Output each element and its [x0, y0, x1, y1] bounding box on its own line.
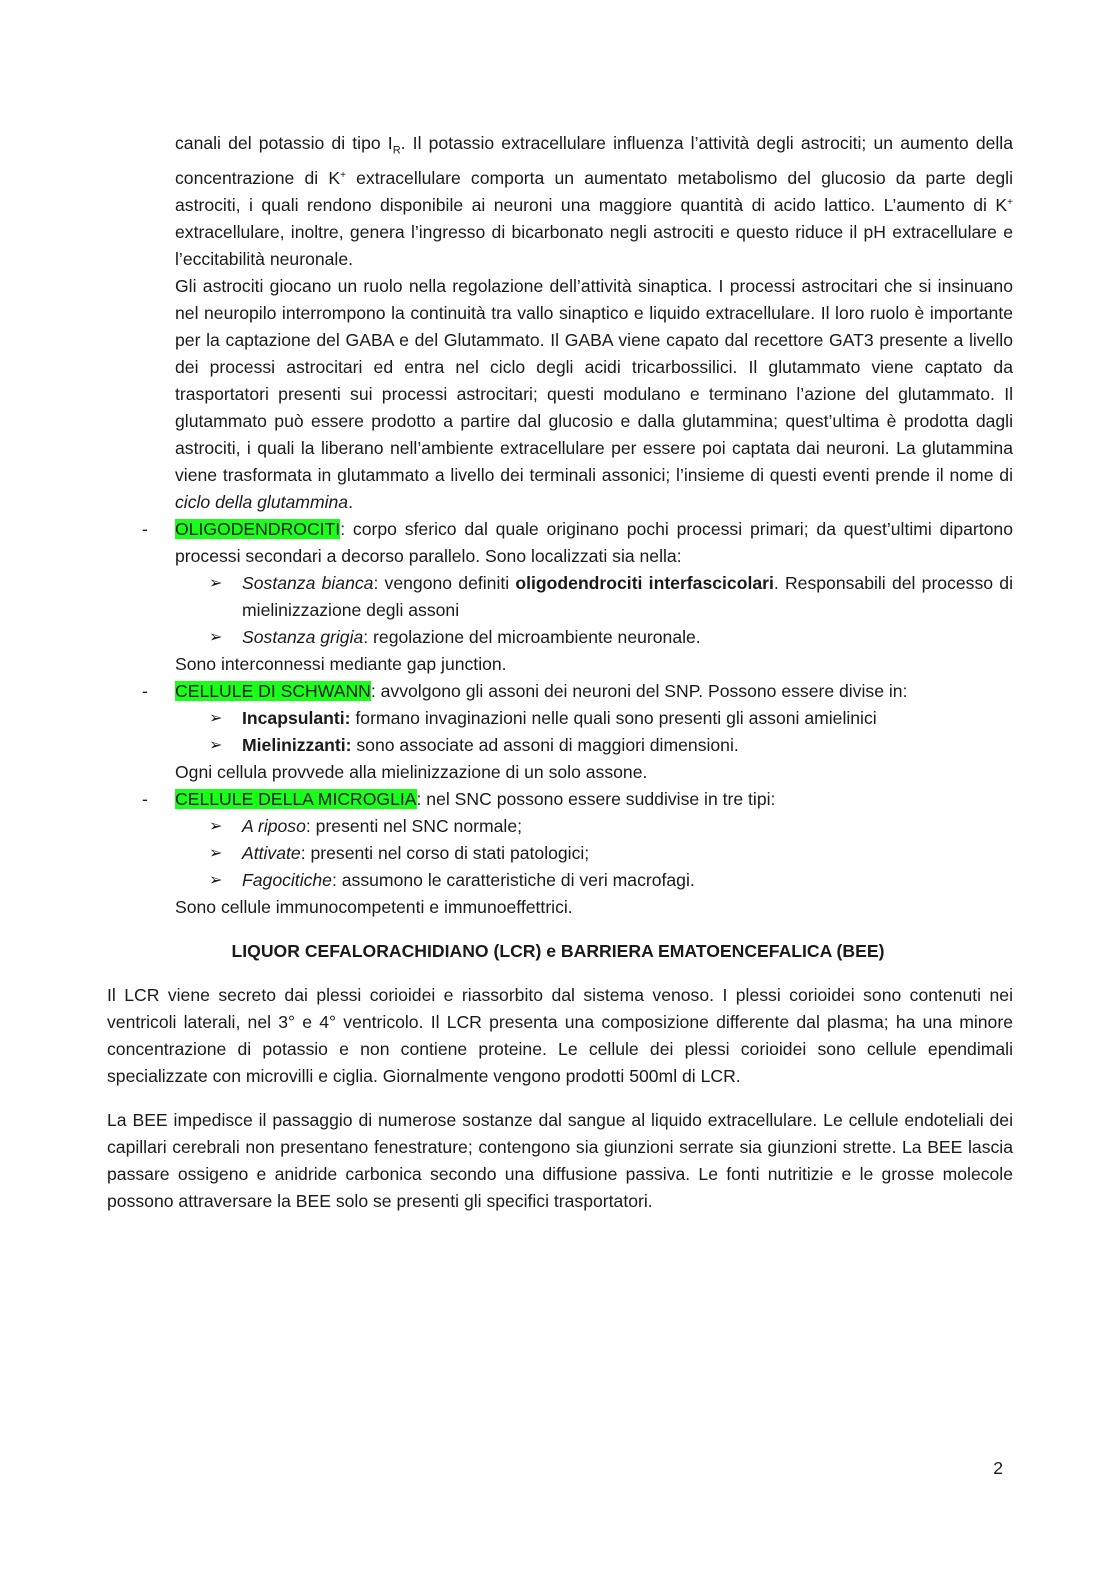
highlighted-title: OLIGODENDROCITI — [175, 518, 341, 539]
text-span: : presenti nel corso di stati patologici; — [300, 842, 590, 863]
bold-term: Incapsulanti: — [242, 707, 351, 728]
italic-term: Sostanza bianca — [242, 572, 374, 593]
text-span: extracellulare, inoltre, genera l’ingresso di bicarbonato negli astrociti e questo riduce il pH extracellulare e l’eccitabilità neuronale. — [175, 221, 1013, 269]
text-span: . Responsabili del processo di mielinizzazione degli assoni — [242, 572, 1013, 620]
text-span: : presenti nel SNC normale; — [305, 815, 522, 836]
text-span: : regolazione del microambiente neuronale. — [363, 626, 701, 647]
italic-term: Fagocitiche — [242, 869, 332, 890]
text-span: formano invaginazioni nelle quali sono presenti gli assoni amielinici — [350, 707, 877, 728]
synaptic-paragraph — [175, 273, 1013, 516]
sub-item-text — [242, 705, 1013, 732]
sub-item — [209, 705, 1013, 732]
sub-item-text — [242, 732, 1013, 759]
sub-item-text — [242, 867, 1013, 894]
arrow-bullet-icon: ➢ — [209, 736, 223, 754]
bold-term: oligodendrociti interfascicolari — [515, 572, 774, 593]
text-span: : corpo sferico dal quale originano pochi processi primari; da quest’ultimi dipartono processi secondari a decorso parallelo. Sono localizzati sia nella: — [175, 518, 1013, 566]
schwann-text — [175, 678, 1013, 705]
sub-item-text — [242, 624, 1013, 651]
superscript: + — [340, 169, 346, 181]
lcr-paragraph: Il LCR viene secreto dai plessi corioidei e riassorbito dal sistema venoso. I plessi corioidei sono contenuti nei ventricoli laterali, nel 3° e 4° ventricolo. Il LCR presenta una composizione differente dal plasma; ha una minore concentrazione di potassio e non contiene proteine. Le cellule dei plessi corioidei sono cellule ependimali specializzate con microvilli e ciglia. Giornalmente vengono prodotti 500ml di LCR. — [107, 984, 1013, 1086]
text-span: . — [348, 491, 353, 512]
text-span: sono associate ad assoni di maggiori dimensioni. — [351, 734, 739, 755]
astrocytes-continuation — [175, 130, 1013, 516]
italic-term: Sostanza grigia — [242, 626, 364, 647]
dash-marker: - — [142, 788, 148, 809]
highlighted-title: CELLULE DELLA MICROGLIA — [175, 788, 417, 809]
dash-marker: - — [142, 680, 148, 701]
arrow-bullet-icon: ➢ — [209, 817, 223, 835]
potassium-paragraph — [175, 130, 1013, 273]
sub-item — [209, 570, 1013, 624]
microglia-text — [175, 786, 1013, 813]
page-number: 2 — [993, 1458, 1003, 1478]
superscript: + — [1007, 196, 1013, 208]
text-span: extracellulare comporta un aumentato metabolismo del glucosio da parte degli astrociti, i quali rendono disponibile ai neuroni una maggiore quantità di acido lattico. L’aumento di K — [175, 167, 1013, 215]
text-span: : nel SNC possono essere suddivise in tre tipi: — [416, 788, 776, 809]
italic-term: Attivate — [242, 842, 301, 863]
highlighted-title: CELLULE DI SCHWANN — [175, 680, 371, 701]
text-span: . Il potassio extracellulare influenza l’attività degli astrociti; un aumento della concentrazione di K — [175, 133, 1013, 188]
arrow-bullet-icon: ➢ — [209, 709, 223, 727]
text-span: : assumono le caratteristiche di veri macrofagi. — [331, 869, 695, 890]
text-span: : vengono definiti — [373, 572, 516, 593]
sub-item-text — [242, 813, 1013, 840]
sub-item-text — [242, 840, 1013, 867]
item-footer: Sono cellule immunocompetenti e immunoeffettrici. — [175, 896, 573, 917]
sub-item — [209, 732, 1013, 759]
arrow-bullet-icon: ➢ — [209, 628, 223, 646]
text-span: canali del potassio di tipo I — [175, 133, 393, 153]
schwann-item — [142, 678, 1013, 786]
arrow-bullet-icon: ➢ — [209, 844, 223, 862]
microglia-item — [142, 786, 1013, 921]
sub-item — [209, 840, 1013, 867]
sub-item — [209, 624, 1013, 651]
sub-item — [209, 813, 1013, 840]
bold-term: Mielinizzanti: — [242, 734, 352, 755]
item-footer: Sono interconnessi mediante gap junction. — [175, 653, 507, 674]
italic-term: A riposo — [242, 815, 306, 836]
arrow-bullet-icon: ➢ — [209, 871, 223, 889]
italic-term: ciclo della glutammina — [175, 491, 349, 512]
lcr-section — [107, 982, 1013, 1215]
oligodendrocytes-text — [175, 516, 1013, 570]
text-span: : avvolgono gli assoni dei neuroni del SNP. Possono essere divise in: — [370, 680, 908, 701]
dash-marker: - — [142, 518, 148, 539]
arrow-bullet-icon: ➢ — [209, 574, 223, 592]
section-heading: LIQUOR CEFALORACHIDIANO (LCR) e BARRIERA EMATOENCEFALICA (BEE) — [231, 940, 885, 961]
bee-paragraph: La BEE impedisce il passaggio di numerose sostanze dal sangue al liquido extracellulare. Le cellule endoteliali dei capillari cerebrali non presentano fenestrature; contengono sia giunzioni serrate sia giunzioni strette. La BEE lascia passare ossigeno e anidride carbonica secondo una diffusione passiva. Le fonti nutritizie e le grosse molecole possono attraversare la BEE solo se presenti gli specifici trasportatori. — [107, 1109, 1013, 1211]
sub-item — [209, 867, 1013, 894]
sub-item-text — [242, 570, 1013, 624]
item-footer: Ogni cellula provvede alla mielinizzazione di un solo assone. — [175, 761, 648, 782]
page-content — [0, 130, 1116, 1215]
text-span: Gli astrociti giocano un ruolo nella regolazione dell’attività sinaptica. I processi astrocitari che si insinuano nel neuropilo interrompono la continuità tra vallo sinaptico e liquido extracellulare. Il loro ruolo è importante per la captazione del GABA e del Glutammato. Il GABA viene capato dal recettore GAT3 presente a livello dei processi astrocitari ed entra nel ciclo degli acidi tricarbossilici. Il glutammato viene captato da trasportatori presenti sui processi astrocitari; questi modulano e terminano l’azione del glutammato. Il glutammato può essere prodotto a partire dal glucosio e dalla glutammina; quest’ultima è prodotta dagli astrociti, i quali la liberano nell’ambiente extracellulare per essere poi captata dai neuroni. La glutammina viene trasformata in glutammato a livello dei terminali assonici; l’insieme di questi eventi prende il nome di — [175, 275, 1013, 485]
oligodendrocytes-item — [142, 516, 1013, 678]
subscript: R — [392, 144, 401, 157]
